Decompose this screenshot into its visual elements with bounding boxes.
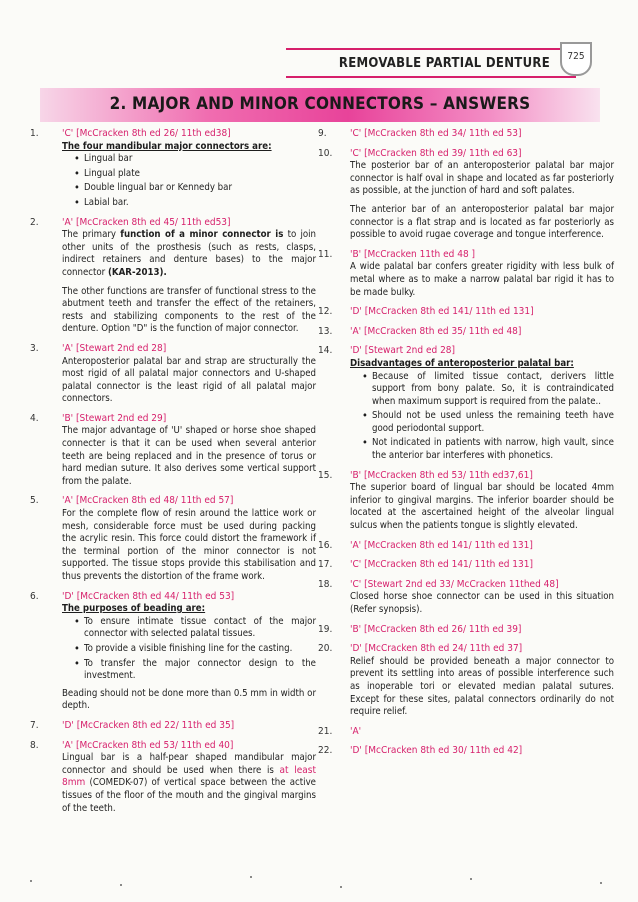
answer-number: 20. [318, 643, 333, 655]
answer-paragraph: The superior board of lingual bar should be located 4mm inferior to gingival margins. The inferior boarder should be located at the ascertained height of the alveolar lingual sulcus when the patients tongue is slightly elevated. [350, 482, 614, 532]
answer-heading: 'A' [McCracken 8th ed 45/ 11th ed53] [62, 216, 231, 228]
answer-heading: 'B' [Stewart 2nd ed 29] [62, 412, 167, 424]
answer-heading: 'C' [McCracken 8th ed 39/ 11th ed 63] [350, 147, 522, 159]
answer-17 [316, 559, 614, 572]
answer-subheading: The purposes of beading are: [62, 603, 206, 615]
answer-paragraph: The other functions are transfer of functional stress to the abutment teeth and transfer the effect of the retainers, rests and stabilizing components to the rest of the denture. Option "D" is the function of major connector. [62, 285, 316, 335]
answer-paragraph [62, 229, 316, 279]
answer-heading: 'D' [McCracken 8th ed 24/ 11th ed 37] [350, 643, 523, 655]
list-item: • Because of limited tissue contact, derivers little support from bony palate. So, it is contraindicated when maximum support is required from the palate.. [362, 371, 614, 409]
right-column [316, 128, 614, 765]
answer-number: 11. [318, 248, 333, 260]
answer-14 [316, 345, 614, 462]
answer-2 [28, 217, 316, 336]
answer-22 [316, 745, 614, 758]
answer-16 [316, 540, 614, 553]
answer-number: 4. [30, 412, 39, 424]
answer-heading: 'B' [McCracken 11th ed 48 ] [350, 248, 476, 260]
answer-heading: 'A' [McCracken 8th ed 53/ 11th ed 40] [62, 739, 234, 751]
answer-paragraph: Beading should not be done more than 0.5 mm in width or depth. [62, 687, 316, 712]
answer-13 [316, 326, 614, 339]
answer-number: 22. [318, 745, 333, 757]
answer-3 [28, 343, 316, 406]
answer-paragraph: A wide palatal bar confers greater rigidity with less bulk of metal where as to make a narrow palatal bar rigid it has to be made bulky. [350, 261, 614, 298]
answer-number: 21. [318, 725, 333, 737]
answer-18 [316, 579, 614, 617]
answer-paragraph: For the complete flow of resin around the lattice work or mesh, considerable force must be used during packing the acrylic resin. This force could distort the framework if the terminal portion of the minor connector is not supported. The tissue stops provide this stabilisation and thus prevents the distortion of the frame work. [62, 508, 316, 582]
highlight-text: at least 8mm [62, 764, 316, 789]
list-item: • Lingual bar [74, 153, 316, 166]
speck [600, 882, 602, 884]
answer-heading: 'A' [McCracken 8th ed 141/ 11th ed 131] [350, 539, 533, 551]
answer-8 [28, 740, 316, 816]
list-item: • To provide a visible finishing line for the casting. [74, 643, 316, 656]
text-run: Lingual bar is a half-pear shaped mandibular major connector and should be used when there is [62, 752, 316, 776]
list-item: • To ensure intimate tissue contact of the major connector with selected palatal tissues. [74, 616, 316, 641]
answer-20 [316, 643, 614, 719]
answer-7 [28, 720, 316, 733]
answer-paragraph: The posterior bar of an anteroposterior palatal bar major connector is half oval in shape and located as far posteriorly as possible, at the junction of hard and soft palates. [350, 160, 614, 197]
answer-9 [316, 128, 614, 141]
list-item: • To transfer the major connector design to the investment. [74, 658, 316, 683]
answer-number: 15. [318, 469, 333, 481]
answer-number: 2. [30, 216, 39, 228]
header-rule-top [286, 48, 576, 50]
answer-6 [28, 591, 316, 713]
answer-number: 16. [318, 539, 333, 551]
answer-5 [28, 495, 316, 583]
answer-number: 14. [318, 345, 333, 357]
list-item: • Labial bar. [74, 197, 316, 210]
answer-heading: 'A' [McCracken 8th ed 35/ 11th ed 48] [350, 325, 522, 337]
speck [30, 880, 32, 882]
answer-subheading: The four mandibular major connectors are: [62, 140, 272, 152]
header-rule-bottom [286, 76, 576, 78]
answer-number: 10. [318, 147, 333, 159]
answer-heading: 'A' [350, 725, 362, 737]
page-number-badge: 725 [560, 42, 592, 76]
speck [340, 886, 342, 888]
answer-heading: 'C' [McCracken 8th ed 26/ 11th ed38] [62, 128, 231, 139]
answer-10 [316, 148, 614, 242]
answer-heading: 'B' [McCracken 8th ed 53/ 11th ed37,61] [350, 469, 533, 481]
answer-heading: 'A' [Stewart 2nd ed 28] [62, 342, 167, 354]
answer-number: 9. [318, 128, 327, 139]
answer-paragraph: Relief should be provided beneath a major connector to prevent its settling into areas of possible interference such as inoperable tori or elevated median palatal sutures. Except for these sites, palatal connectors ordinarily do not require relief. [350, 655, 614, 718]
bullet-list [350, 371, 614, 463]
bold-text: (KAR-2013). [107, 266, 167, 278]
text-run: (COMEDK-07) of vertical space between the active tissues of the floor of the mouth and the gingival margins of the teeth. [62, 777, 316, 814]
list-item: • Not indicated in patients with narrow, high vault, since the anterior bar interferes with phonetics. [362, 437, 614, 462]
answer-number: 18. [318, 578, 333, 590]
answer-number: 19. [318, 623, 333, 635]
answer-number: 8. [30, 739, 39, 751]
list-item: • Double lingual bar or Kennedy bar [74, 182, 316, 195]
answer-number: 1. [30, 128, 39, 139]
answer-1 [28, 128, 316, 210]
answer-15 [316, 470, 614, 533]
running-header: REMOVABLE PARTIAL DENTURE [338, 56, 550, 71]
list-item: • Should not be used unless the remaining teeth have good periodontal support. [362, 410, 614, 435]
answer-heading: 'C' [McCracken 8th ed 34/ 11th ed 53] [350, 128, 522, 139]
chapter-title: 2. MAJOR AND MINOR CONNECTORS – ANSWERS [109, 94, 531, 114]
answer-paragraph: Anteroposterior palatal bar and strap are structurally the most rigid of all palatal major connectors and U-shaped palatal connector is the least rigid of all palatal major connectors. [62, 355, 316, 405]
answer-number: 13. [318, 325, 333, 337]
answer-4 [28, 413, 316, 489]
answer-number: 7. [30, 719, 39, 731]
answer-heading: 'C' [McCracken 8th ed 141/ 11th ed 131] [350, 559, 533, 571]
answer-heading: 'A' [McCracken 8th ed 48/ 11th ed 57] [62, 495, 234, 507]
answer-number: 5. [30, 495, 39, 507]
answer-21 [316, 726, 614, 739]
bullet-list [62, 153, 316, 209]
answer-paragraph: The anterior bar of an anteroposterior palatal bar major connector is a flat strap and is located as far posteriorly as possible to avoid rugae coverage and tongue interference. [350, 203, 614, 241]
speck [120, 884, 122, 886]
text-run: to join other units of the prosthesis (such as rests, clasps, indirect retainers and denture bases) to the major connector [62, 229, 317, 278]
scan-noise [0, 870, 638, 900]
answer-heading: 'D' [Stewart 2nd ed 28] [350, 345, 456, 357]
list-item: • Lingual plate [74, 168, 316, 181]
bullet-list [62, 616, 316, 683]
bold-text: function of a minor connector is [120, 229, 284, 241]
answer-paragraph: The major advantage of 'U' shaped or horse shoe shaped connecter is that it can be used when several anterior teeth are being replaced and in the presence of torus or hard median suture. It also derives some vertical support from the palate. [62, 425, 316, 487]
answer-paragraph [62, 752, 316, 815]
answer-12 [316, 306, 614, 319]
answer-number: 6. [30, 590, 39, 602]
answer-11 [316, 249, 614, 299]
speck [470, 878, 472, 880]
left-column [28, 128, 316, 822]
answer-heading: 'D' [McCracken 8th ed 44/ 11th ed 53] [62, 590, 235, 602]
answer-19 [316, 624, 614, 637]
answer-subheading: Disadvantages of anteroposterior palatal bar: [350, 357, 574, 369]
answer-paragraph: Closed horse shoe connector can be used in this situation (Refer synopsis). [350, 591, 614, 615]
answer-number: 12. [318, 306, 333, 318]
answer-heading: 'D' [McCracken 8th ed 30/ 11th ed 42] [350, 745, 523, 757]
speck [250, 876, 252, 878]
answer-heading: 'D' [McCracken 8th ed 22/ 11th ed 35] [62, 719, 235, 731]
answer-heading: 'B' [McCracken 8th ed 26/ 11th ed 39] [350, 623, 522, 635]
text-run: The primary [62, 229, 121, 241]
answer-heading: 'D' [McCracken 8th ed 141/ 11th ed 131] [350, 306, 534, 318]
answer-heading: 'C' [Stewart 2nd ed 33/ McCracken 11thed 48] [350, 578, 559, 590]
answer-number: 3. [30, 342, 39, 354]
answer-number: 17. [318, 559, 333, 571]
